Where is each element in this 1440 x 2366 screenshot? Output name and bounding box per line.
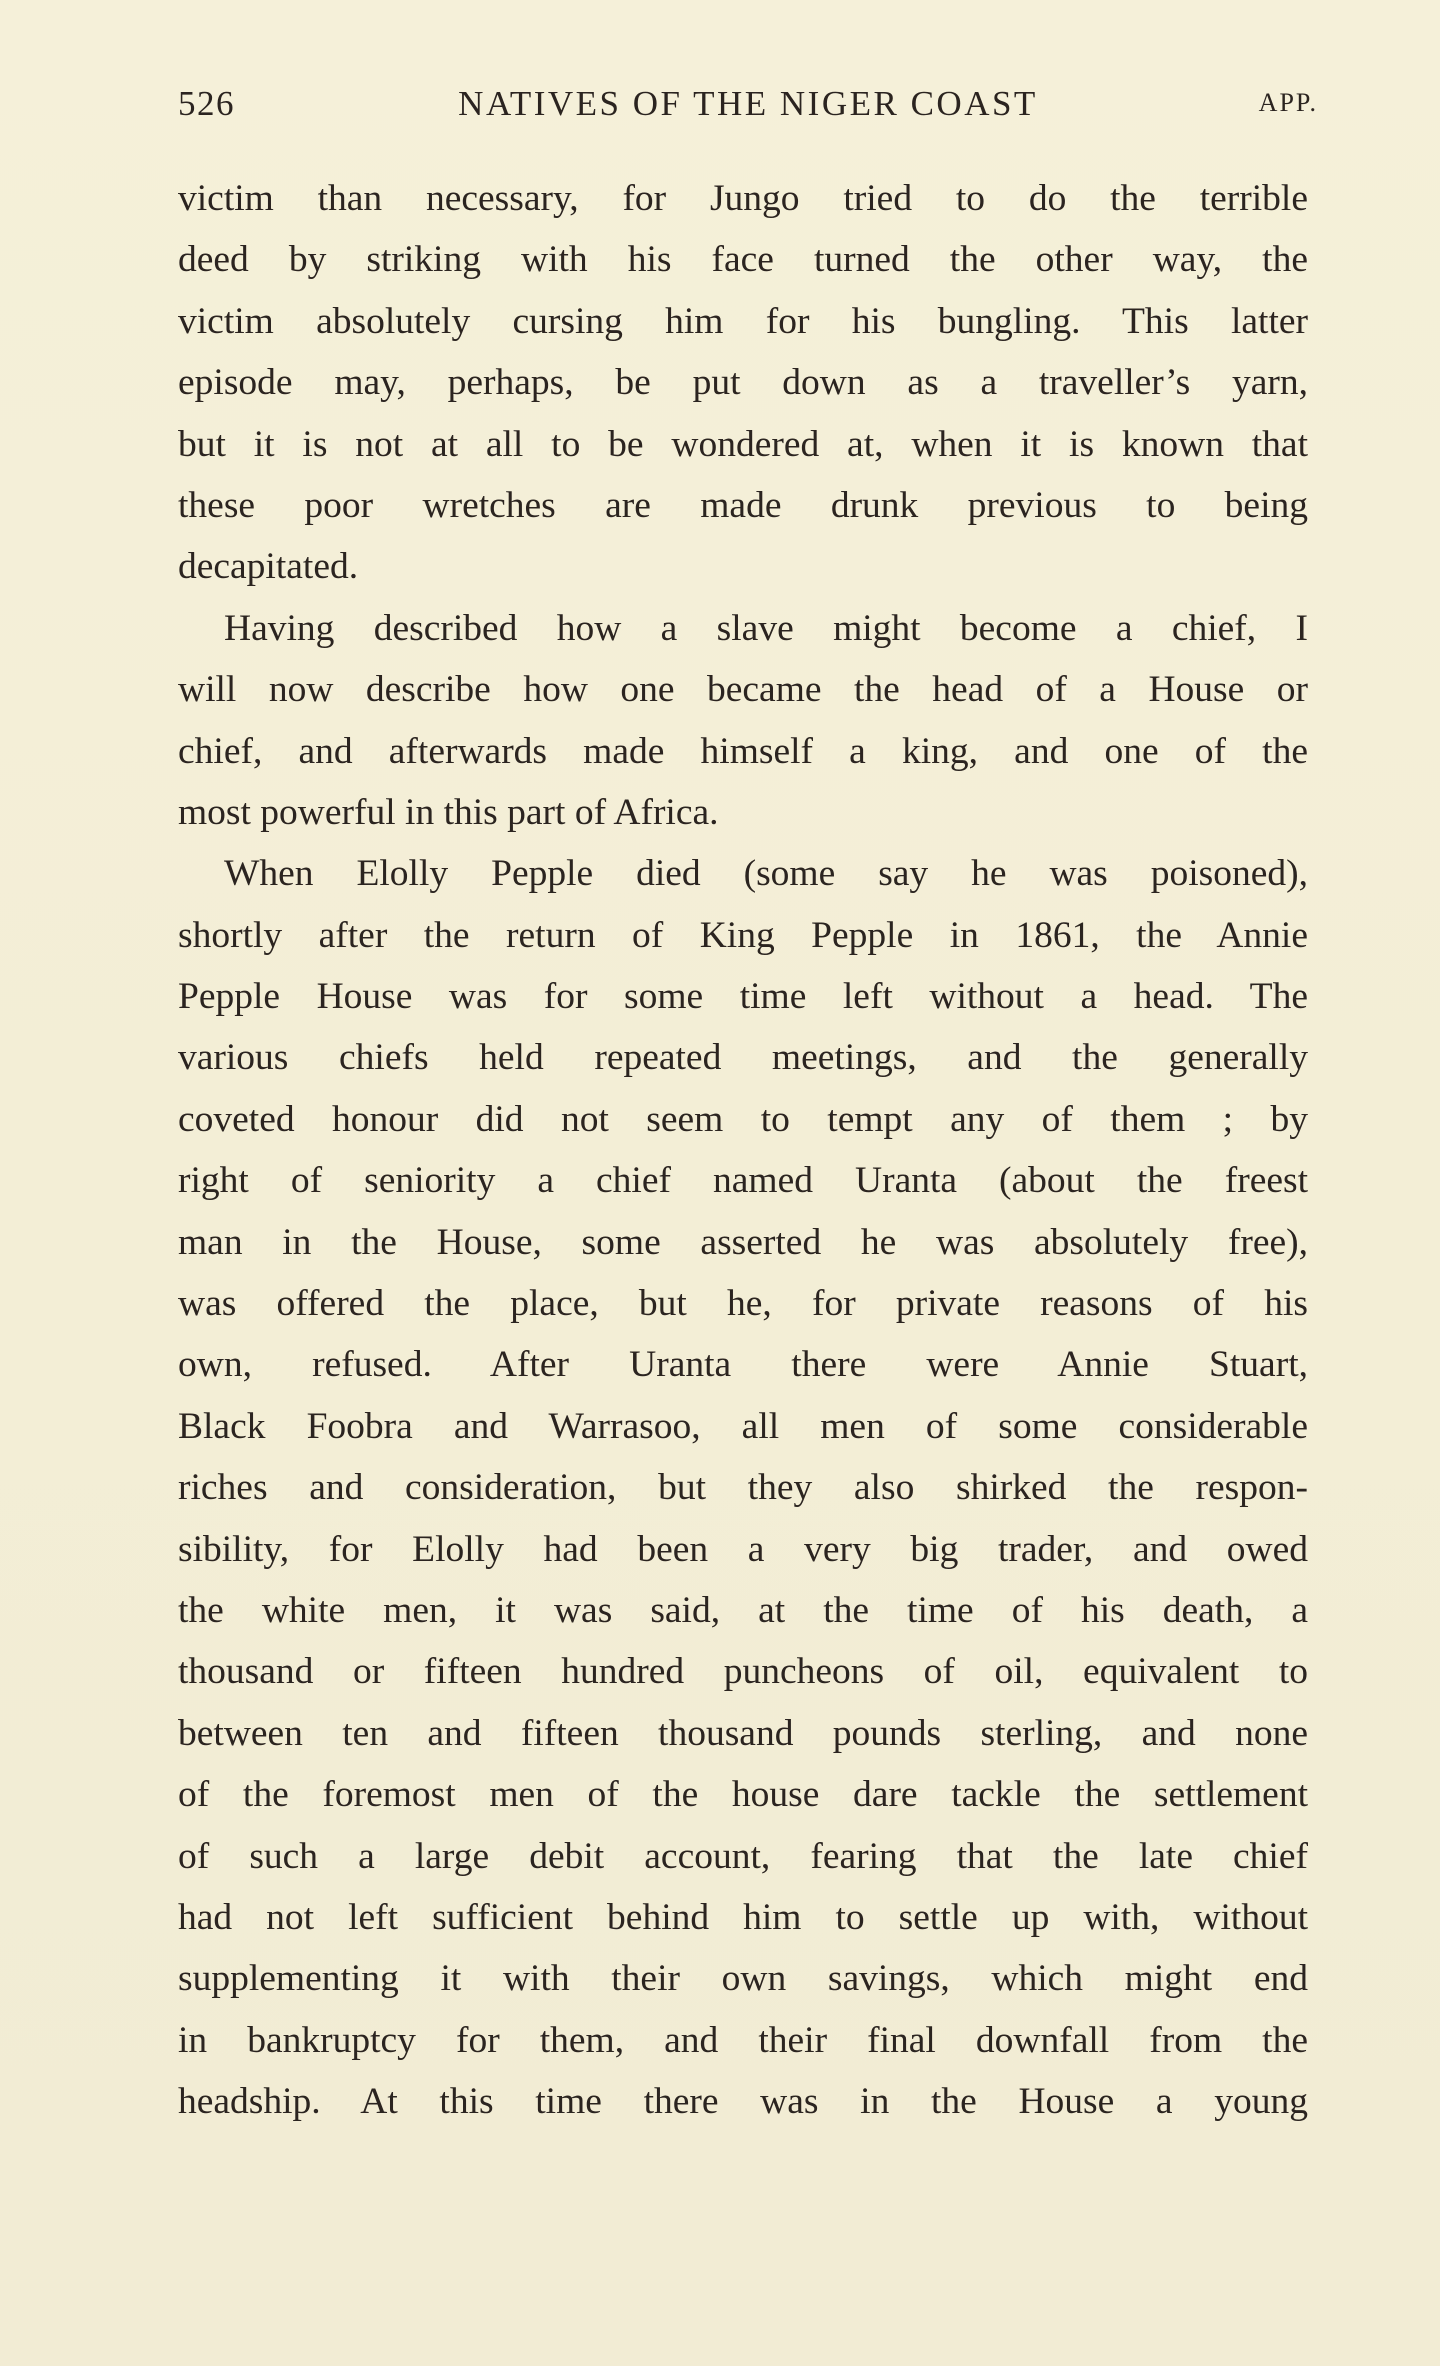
text-line: When Elolly Pepple died (some say he was poisoned), (224, 853, 1308, 895)
text-line: most powerful in this part of Africa. (178, 791, 719, 833)
text-line: Having described how a slave might become a chief, I (224, 607, 1308, 649)
running-head (178, 78, 1318, 138)
text-line: of such a large debit account, fearing that the late chief (178, 1835, 1308, 1877)
text-line: of the foremost men of the house dare tackle the settlement (178, 1774, 1308, 1816)
text-line: riches and consideration, but they also shirked the respon- (178, 1467, 1308, 1509)
text-line: between ten and fifteen thousand pounds sterling, and none (178, 1712, 1308, 1754)
text-line: in bankruptcy for them, and their final downfall from the (178, 2019, 1308, 2061)
text-line: will now describe how one became the head of a House or (178, 669, 1308, 711)
text-line: the white men, it was said, at the time of his death, a (178, 1589, 1308, 1631)
text-line: right of seniority a chief named Uranta (about the freest (178, 1160, 1308, 1202)
text-line: Black Foobra and Warrasoo, all men of some considerable (178, 1405, 1308, 1447)
section-marker: APP. (1258, 88, 1318, 117)
text-line: various chiefs held repeated meetings, and the generally (178, 1037, 1308, 1079)
running-title: NATIVES OF THE NIGER COAST (458, 84, 1038, 123)
body-text (178, 168, 1308, 2133)
text-line: own, refused. After Uranta there were Annie Stuart, (178, 1344, 1308, 1386)
text-line: episode may, perhaps, be put down as a traveller’s yarn, (178, 362, 1308, 404)
text-line: these poor wretches are made drunk previous to being (178, 484, 1308, 526)
page-number: 526 (178, 84, 235, 123)
text-line: supplementing it with their own savings, which might end (178, 1958, 1308, 2000)
text-line: had not left sufficient behind him to settle up with, without (178, 1896, 1308, 1938)
text-line: but it is not at all to be wondered at, when it is known that (178, 423, 1308, 465)
text-line: victim absolutely cursing him for his bungling. This latter (178, 300, 1308, 342)
text-line: was offered the place, but he, for private reasons of his (178, 1283, 1308, 1325)
text-line: Pepple House was for some time left without a head. The (178, 976, 1308, 1018)
text-line: coveted honour did not seem to tempt any of them ; by (178, 1098, 1308, 1140)
text-line: sibility, for Elolly had been a very big trader, and owed (178, 1528, 1308, 1570)
text-line: man in the House, some asserted he was absolutely free), (178, 1221, 1308, 1263)
text-line: thousand or fifteen hundred puncheons of oil, equivalent to (178, 1651, 1308, 1693)
text-line: headship. At this time there was in the House a young (178, 2081, 1308, 2123)
text-line: victim than necessary, for Jungo tried to do the terrible (178, 178, 1308, 219)
text-line: chief, and afterwards made himself a king, and one of the (178, 730, 1308, 772)
text-line: shortly after the return of King Pepple in 1861, the Annie (178, 914, 1308, 956)
text-line: deed by striking with his face turned the other way, the (178, 239, 1308, 281)
text-line: decapitated. (178, 546, 359, 588)
